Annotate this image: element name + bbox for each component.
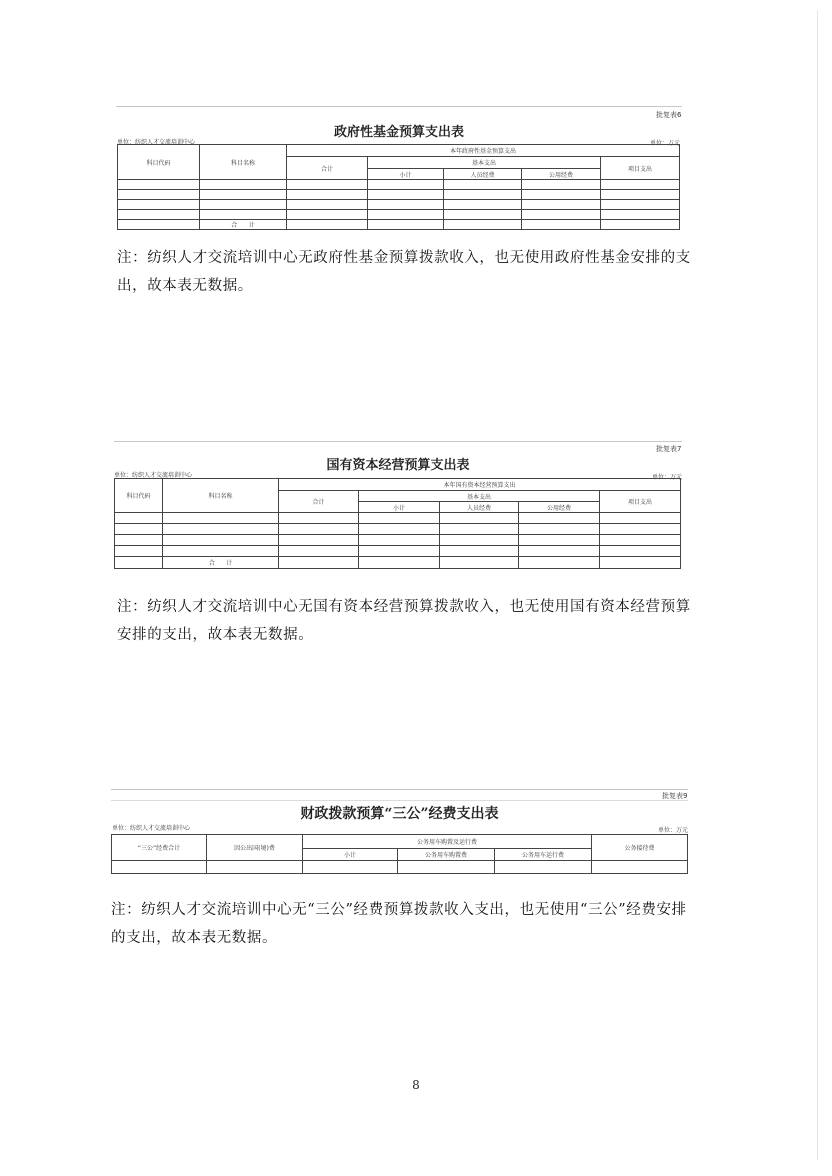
table-row (118, 190, 680, 200)
table2-unit-left: 单位：纺织人才交流培训中心 (114, 472, 193, 479)
table-row (118, 200, 680, 210)
table-row (115, 546, 681, 557)
table2-header-name: 科目名称 (163, 479, 279, 513)
table3-tag: 批复表9 (662, 792, 688, 800)
table3-unit-right: 单位：万元 (658, 827, 689, 834)
table2-tag: 批复表7 (656, 445, 682, 453)
table1-total-label: 合 计 (200, 220, 287, 230)
table2 (114, 478, 681, 569)
table3-title: 财政拨款预算“三公”经费支出表 (300, 806, 499, 822)
table1-header-code: 科目代码 (118, 145, 200, 180)
table2-top-rule (114, 441, 682, 442)
table2-header-project: 项目支出 (600, 491, 681, 513)
table1-title: 政府性基金预算支出表 (333, 125, 464, 140)
table1-unit-left: 单位：纺织人才交流培训中心 (117, 139, 196, 146)
table2-title: 国有资本经营预算支出表 (326, 458, 470, 473)
table1 (117, 144, 680, 230)
table1-header-project: 项目支出 (601, 157, 680, 180)
table-row (115, 535, 681, 546)
table1-header-public: 公用经费 (522, 169, 601, 180)
table3-header-vehicle-group: 公务用车购置及运行费 (303, 835, 592, 849)
table2-header-basic: 基本支出 (359, 491, 600, 502)
table3-header-total: “三公”经费合计 (112, 835, 207, 861)
page-edge-line (817, 10, 818, 1160)
table2-header-personnel: 人员经费 (440, 502, 519, 513)
table3-header-abroad: 因公出国(境)费 (207, 835, 303, 861)
table-row (112, 861, 688, 874)
table3-unit-left: 单位：纺织人才交流培训中心 (112, 825, 191, 832)
table-row (118, 180, 680, 190)
table2-total-label: 合 计 (163, 557, 279, 569)
table2-unit-right: 单位：万元 (652, 474, 683, 481)
table3-second-rule (111, 800, 688, 801)
table-row (115, 513, 681, 524)
table1-note: 注：纺织人才交流培训中心无政府性基金预算拨款收入，也无使用政府性基金安排的支出，故本表无数据。 (117, 250, 691, 294)
table2-note: 注：纺织人才交流培训中心无国有资本经营预算拨款收入，也无使用国有资本经营预算安排的支出，故本表无数据。 (117, 599, 691, 643)
table1-total-row (118, 220, 680, 230)
table3-header-operation: 公务用车运行费 (495, 849, 592, 861)
table2-header-code: 科目代码 (115, 479, 163, 513)
table1-header-total: 合计 (287, 157, 368, 180)
table1-header-personnel: 人员经费 (444, 169, 522, 180)
table1-header-basic: 基本支出 (368, 157, 601, 169)
table2-header-public: 公用经费 (519, 502, 600, 513)
table2-header-group: 本年国有资本经营预算支出 (279, 479, 681, 491)
table1-top-rule (116, 106, 682, 107)
table3-header-purchase: 公务用车购置费 (398, 849, 495, 861)
table1-unit-right: 单位：万元 (650, 140, 681, 147)
table2-total-row (115, 557, 681, 569)
table3-note: 注：纺织人才交流培训中心无“三公”经费预算拨款收入支出，也无使用“三公”经费安排的支出，故本表无数据。 (111, 902, 687, 946)
table3-header-subtotal: 小计 (303, 849, 398, 861)
table3-header-reception: 公务接待费 (592, 835, 688, 861)
table2-header-total: 合计 (279, 491, 359, 513)
table2-header-subtotal: 小计 (359, 502, 440, 513)
table1-tag: 批复表6 (656, 111, 682, 119)
page-number: 8 (412, 1078, 420, 1092)
table3 (111, 834, 688, 874)
table1-header-name: 科目名称 (200, 145, 287, 180)
table-row (115, 524, 681, 535)
table1-header-group: 本年政府性基金预算支出 (287, 145, 680, 157)
table3-top-rule (111, 789, 688, 790)
table-row (118, 210, 680, 220)
table1-header-subtotal: 小计 (368, 169, 444, 180)
